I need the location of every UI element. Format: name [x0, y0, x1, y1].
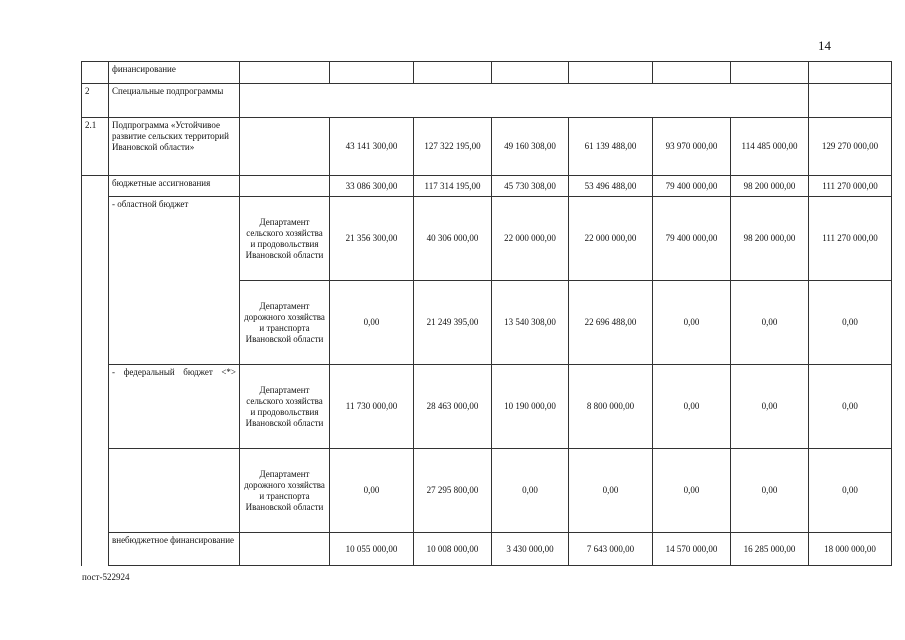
value-cell: 13 540 308,00	[492, 281, 569, 365]
value-cell: 0,00	[330, 449, 414, 533]
value-cell: 16 285 000,00	[731, 533, 809, 566]
department-cell: Департамент дорожного хозяйства и транспорта Ивановской области	[240, 281, 330, 365]
value-cell: 117 314 195,00	[414, 176, 492, 197]
value-cell: 0,00	[731, 449, 809, 533]
value-cell: 7 643 000,00	[569, 533, 653, 566]
value-cell: 10 190 000,00	[492, 365, 569, 449]
value-cell: 10 008 000,00	[414, 533, 492, 566]
value-cell: 0,00	[653, 365, 731, 449]
value-cell: 45 730 308,00	[492, 176, 569, 197]
value-cell: 0,00	[809, 365, 892, 449]
value-cell: 22 696 488,00	[569, 281, 653, 365]
table-row	[82, 449, 892, 533]
value-cell: 3 430 000,00	[492, 533, 569, 566]
table-row	[82, 62, 892, 84]
value-cell: 111 270 000,00	[809, 176, 892, 197]
row-label: внебюджетное финансирование	[109, 533, 240, 566]
value-cell: 0,00	[492, 449, 569, 533]
table-row	[82, 533, 892, 566]
table-row	[82, 118, 892, 176]
row-label: Подпрограмма «Устойчивое развитие сельских территорий Ивановской области»	[109, 118, 240, 176]
value-cell: 10 055 000,00	[330, 533, 414, 566]
value-cell: 98 200 000,00	[731, 176, 809, 197]
value-cell: 11 730 000,00	[330, 365, 414, 449]
value-cell: 0,00	[731, 281, 809, 365]
value-cell: 93 970 000,00	[653, 118, 731, 176]
value-cell: 8 800 000,00	[569, 365, 653, 449]
value-cell: 22 000 000,00	[569, 197, 653, 281]
value-cell: 22 000 000,00	[492, 197, 569, 281]
department-cell: Департамент сельского хозяйства и продовольствия Ивановской области	[240, 365, 330, 449]
page-number: 14	[818, 38, 831, 53]
value-cell: 21 356 300,00	[330, 197, 414, 281]
value-cell: 79 400 000,00	[653, 176, 731, 197]
value-cell: 0,00	[731, 365, 809, 449]
value-cell: 18 000 000,00	[809, 533, 892, 566]
value-cell: 127 322 195,00	[414, 118, 492, 176]
value-cell: 0,00	[809, 449, 892, 533]
value-cell: 43 141 300,00	[330, 118, 414, 176]
value-cell: 0,00	[569, 449, 653, 533]
row-label: финансирование	[109, 62, 240, 84]
value-cell: 129 270 000,00	[809, 118, 892, 176]
document-footer: пост-522924	[82, 572, 130, 582]
value-cell: 0,00	[809, 281, 892, 365]
value-cell: 61 139 488,00	[569, 118, 653, 176]
value-cell: 40 306 000,00	[414, 197, 492, 281]
value-cell: 53 496 488,00	[569, 176, 653, 197]
value-cell: 111 270 000,00	[809, 197, 892, 281]
row-label: Специальные подпрограммы	[109, 84, 240, 118]
value-cell: 0,00	[653, 449, 731, 533]
value-cell: 27 295 800,00	[414, 449, 492, 533]
row-number: 2	[82, 84, 109, 118]
table-row	[82, 84, 892, 118]
value-cell: 0,00	[330, 281, 414, 365]
department-cell: Департамент сельского хозяйства и продовольствия Ивановской области	[240, 197, 330, 281]
value-cell: 14 570 000,00	[653, 533, 731, 566]
table-row	[82, 176, 892, 197]
table-row	[82, 197, 892, 281]
value-cell: 98 200 000,00	[731, 197, 809, 281]
value-cell: 21 249 395,00	[414, 281, 492, 365]
value-cell: 49 160 308,00	[492, 118, 569, 176]
department-cell: Департамент дорожного хозяйства и транспорта Ивановской области	[240, 449, 330, 533]
table-row	[82, 365, 892, 449]
value-cell: 28 463 000,00	[414, 365, 492, 449]
value-cell: 0,00	[653, 281, 731, 365]
financing-table	[81, 61, 892, 566]
row-label: - федеральный бюджет <*>	[109, 365, 240, 449]
row-label: бюджетные ассигнования	[109, 176, 240, 197]
value-cell: 79 400 000,00	[653, 197, 731, 281]
row-label: - областной бюджет	[109, 197, 240, 365]
value-cell: 33 086 300,00	[330, 176, 414, 197]
value-cell: 114 485 000,00	[731, 118, 809, 176]
row-number: 2.1	[82, 118, 109, 176]
